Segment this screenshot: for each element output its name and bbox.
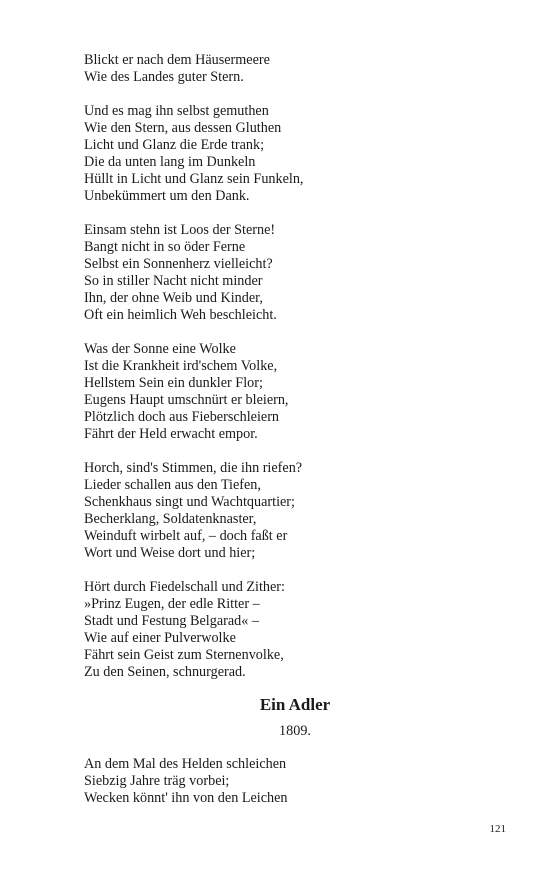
page-number: 121 xyxy=(489,823,506,835)
verse-line: Plötzlich doch aus Fieberschleiern xyxy=(84,409,280,425)
verse-line: Oft ein heimlich Weh beschleicht. xyxy=(84,307,277,323)
verse-line: Selbst ein Sonnenherz vielleicht? xyxy=(84,256,273,272)
verse-line: »Prinz Eugen, der edle Ritter – xyxy=(84,596,260,612)
verse-line: Die da unten lang im Dunkeln xyxy=(84,154,256,170)
verse-line: Zu den Seinen, schnurgerad. xyxy=(84,664,246,680)
verse-line: Hört durch Fiedelschall und Zither: xyxy=(84,579,285,595)
verse-line: So in stiller Nacht nicht minder xyxy=(84,273,263,289)
stanza xyxy=(84,341,504,443)
verse-line: Stadt und Festung Belgarad« – xyxy=(84,613,259,629)
verse-line: Wecken könnt' ihn von den Leichen xyxy=(84,790,288,806)
verse-line: Horch, sind's Stimmen, die ihn riefen? xyxy=(84,460,303,476)
verse-line: Weinduft wirbelt auf, – doch faßt er xyxy=(84,528,288,544)
verse-line: Hellstem Sein ein dunkler Flor; xyxy=(84,375,263,391)
verse-line: Fährt der Held erwacht empor. xyxy=(84,426,258,442)
verse-line: Bangt nicht in so öder Ferne xyxy=(84,239,246,255)
stanza xyxy=(84,579,504,681)
verse-line: Becherklang, Soldatenknaster, xyxy=(84,511,257,527)
verse-line: Wie des Landes guter Stern. xyxy=(84,69,244,85)
verse-line: Lieder schallen aus den Tiefen, xyxy=(84,477,261,493)
verse-line: Siebzig Jahre träg vorbei; xyxy=(84,773,230,789)
verse-line: Wort und Weise dort und hier; xyxy=(84,545,256,561)
verse-line: Hüllt in Licht und Glanz sein Funkeln, xyxy=(84,171,304,187)
verse-line: Einsam stehn ist Loos der Sterne! xyxy=(84,222,276,238)
verse-line: Wie auf einer Pulverwolke xyxy=(84,630,236,646)
stanza xyxy=(84,103,504,205)
stanza xyxy=(84,52,504,86)
poem-title: Ein Adler xyxy=(259,695,331,714)
verse-line: Blickt er nach dem Häusermeere xyxy=(84,52,270,68)
stanza xyxy=(84,222,504,324)
poem-continuation xyxy=(84,52,504,698)
verse-line: Licht und Glanz die Erde trank; xyxy=(84,137,265,153)
verse-line: Und es mag ihn selbst gemuthen xyxy=(84,103,269,119)
verse-line: An dem Mal des Helden schleichen xyxy=(84,756,287,772)
verse-line: Wie den Stern, aus dessen Gluthen xyxy=(84,120,282,136)
verse-line: Schenkhaus singt und Wachtquartier; xyxy=(84,494,295,510)
verse-line: Fährt sein Geist zum Sternenvolke, xyxy=(84,647,284,663)
verse-line: Was der Sonne eine Wolke xyxy=(84,341,236,357)
verse-line: Ist die Krankheit ird'schem Volke, xyxy=(84,358,278,374)
poem-date: 1809. xyxy=(279,723,311,739)
poem-opening xyxy=(84,756,504,807)
verse-line: Eugens Haupt umschnürt er bleiern, xyxy=(84,392,289,408)
verse-line: Ihn, der ohne Weib und Kinder, xyxy=(84,290,263,306)
verse-line: Unbekümmert um den Dank. xyxy=(84,188,250,204)
stanza xyxy=(84,460,504,562)
